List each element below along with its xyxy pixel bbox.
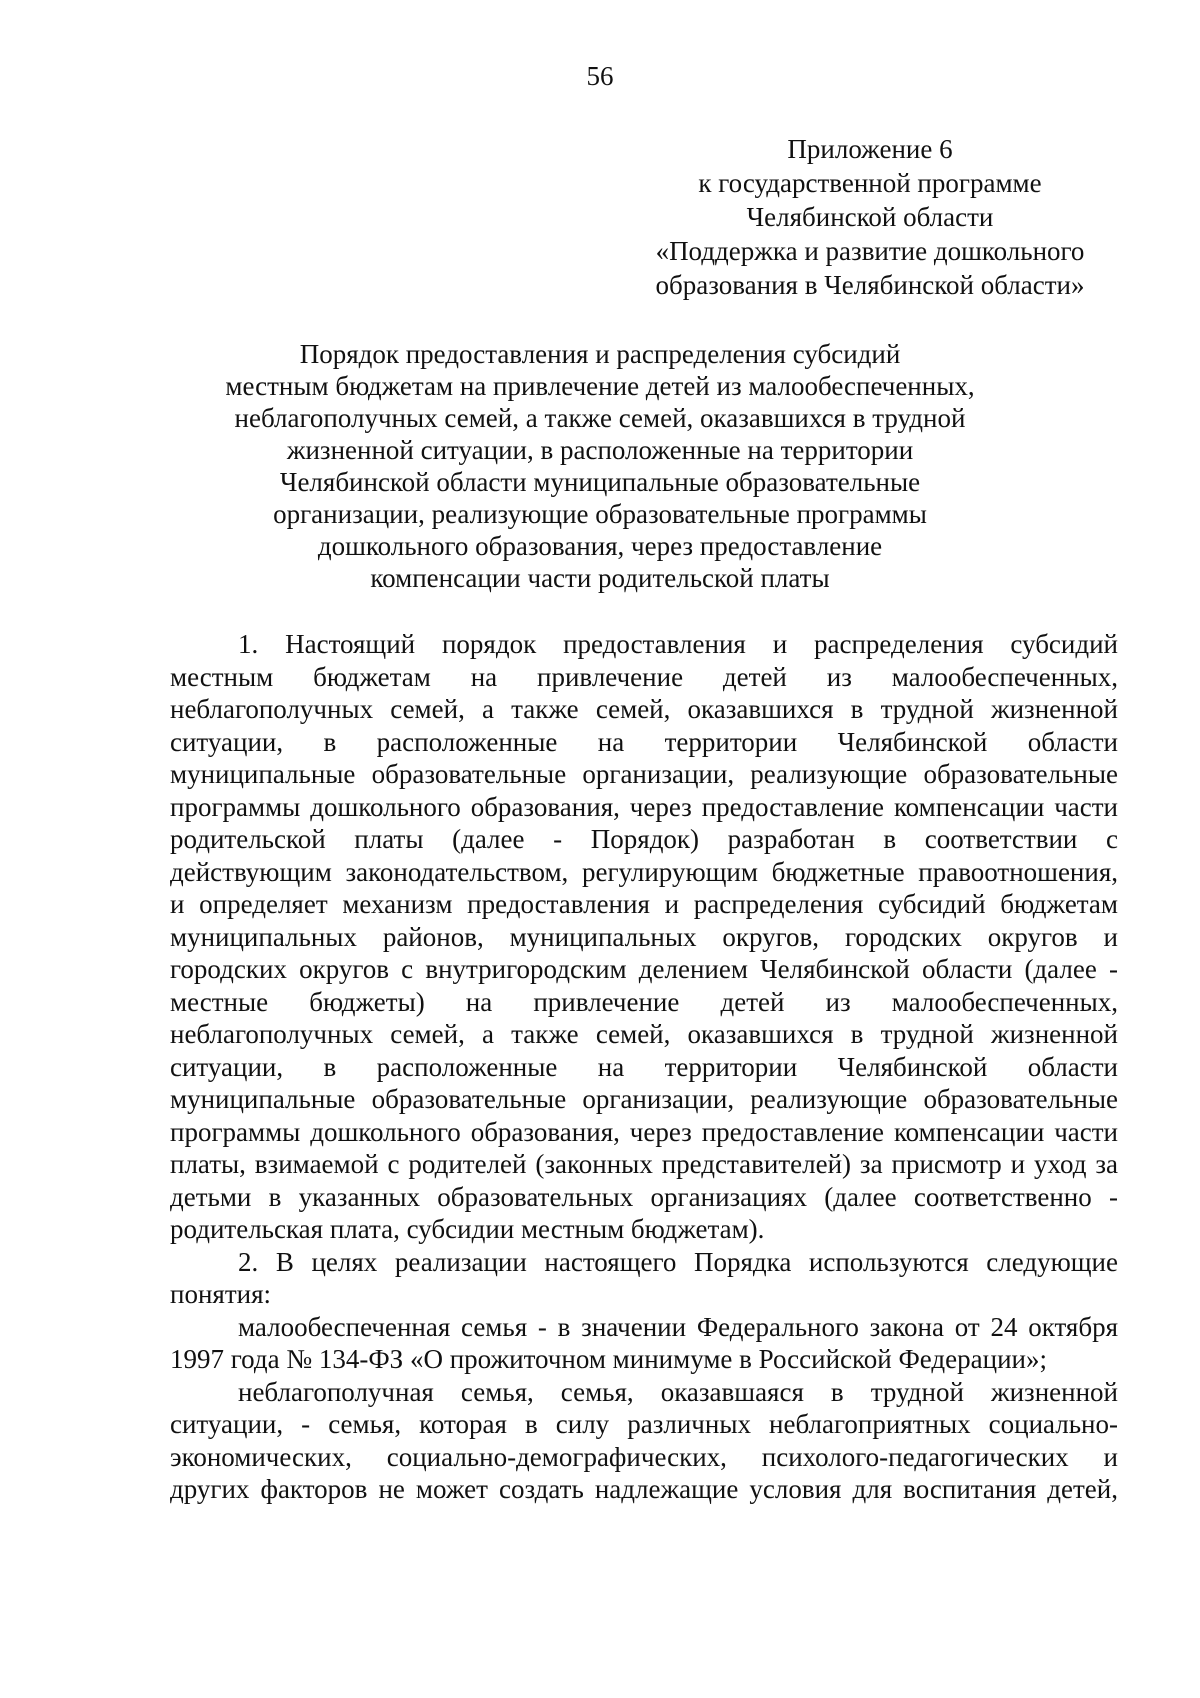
appendix-line: Приложение 6 [787,134,953,164]
body-line: неблагополучных семей, а также семей, оказавшихся в трудной жизненной [170,694,1118,724]
body-line: понятия: [170,1279,271,1309]
body-line: местным бюджетам на привлечение детей из малообеспеченных, [170,661,1118,692]
body-line: муниципальные образовательные организации, реализующие образовательные [170,759,1118,789]
body-line: программы дошкольного образования, через предоставление компенсации части [170,1116,1118,1147]
body-line: малообеспеченная семья - в значении Федерального закона от 24 октября [238,1311,1118,1342]
body-line: ситуации, - семья, которая в силу различных неблагоприятных социально- [170,1409,1118,1439]
body-line: городских округов с внутригородским делением Челябинской области (далее - [170,954,1118,984]
body-line: и определяет механизм предоставления и распределения субсидий бюджетам [170,889,1118,919]
body-line: ситуации, в расположенные на территории Челябинской области [170,726,1118,757]
body-line: ситуации, в расположенные на территории Челябинской области [170,1051,1118,1082]
document-title [200,338,1000,594]
body-line: платы, взимаемой с родителей (законных представителей) за присмотр и уход за [170,1149,1118,1179]
title-line: жизненной ситуации, в расположенные на территории [286,435,914,465]
title-line: организации, реализующие образовательные программы [273,499,927,529]
body-line: муниципальных районов, муниципальных округов, городских округов и [170,921,1118,952]
title-line: местным бюджетам на привлечение детей из малообеспеченных, [225,371,975,401]
body-line: экономических, социально-демографических, психолого-педагогических и [170,1441,1118,1472]
title-line: компенсации части родительской платы [370,563,830,593]
body-line: 1. Настоящий порядок предоставления и распределения субсидий [238,629,1118,659]
body-line: детьми в указанных образовательных организациях (далее соответственно - [170,1181,1118,1212]
appendix-line: образования в Челябинской области» [655,270,1085,300]
body-line: местные бюджеты) на привлечение детей из малообеспеченных, [170,986,1118,1017]
title-line: Челябинской области муниципальные образовательные [279,467,921,497]
body-line: действующим законодательством, регулирующим бюджетные правоотношения, [170,856,1118,887]
body-line: 2. В целях реализации настоящего Порядка используются следующие [238,1246,1118,1277]
title-line: дошкольного образования, через предоставление [317,531,883,561]
body-line: неблагополучных семей, а также семей, оказавшихся в трудной жизненной [170,1019,1118,1049]
title-line: Порядок предоставления и распределения субсидий [299,339,901,369]
body-line: других факторов не может создать надлежащие условия для воспитания детей, [170,1474,1118,1504]
body-line: 1997 года № 134-ФЗ «О прожиточном минимуме в Российской Федерации»; [170,1344,1047,1374]
appendix-line: к государственной программе [698,168,1042,198]
body-line: неблагополучная семья, семья, оказавшаяся в трудной жизненной [238,1376,1118,1407]
document-body [170,628,1118,1506]
appendix-line: «Поддержка и развитие дошкольного [655,236,1085,266]
body-line: программы дошкольного образования, через предоставление компенсации части [170,791,1118,822]
page-number: 56 [586,61,614,91]
body-line: муниципальные образовательные организации, реализующие образовательные [170,1084,1118,1114]
appendix-line: Челябинской области [746,202,994,232]
body-line: родительской платы (далее - Порядок) разработан в соответствии с [170,824,1118,854]
title-line: неблагополучных семей, а также семей, оказавшихся в трудной [234,403,966,433]
body-line: родительская плата, субсидии местным бюджетам). [170,1214,765,1244]
appendix-header [640,132,1100,302]
